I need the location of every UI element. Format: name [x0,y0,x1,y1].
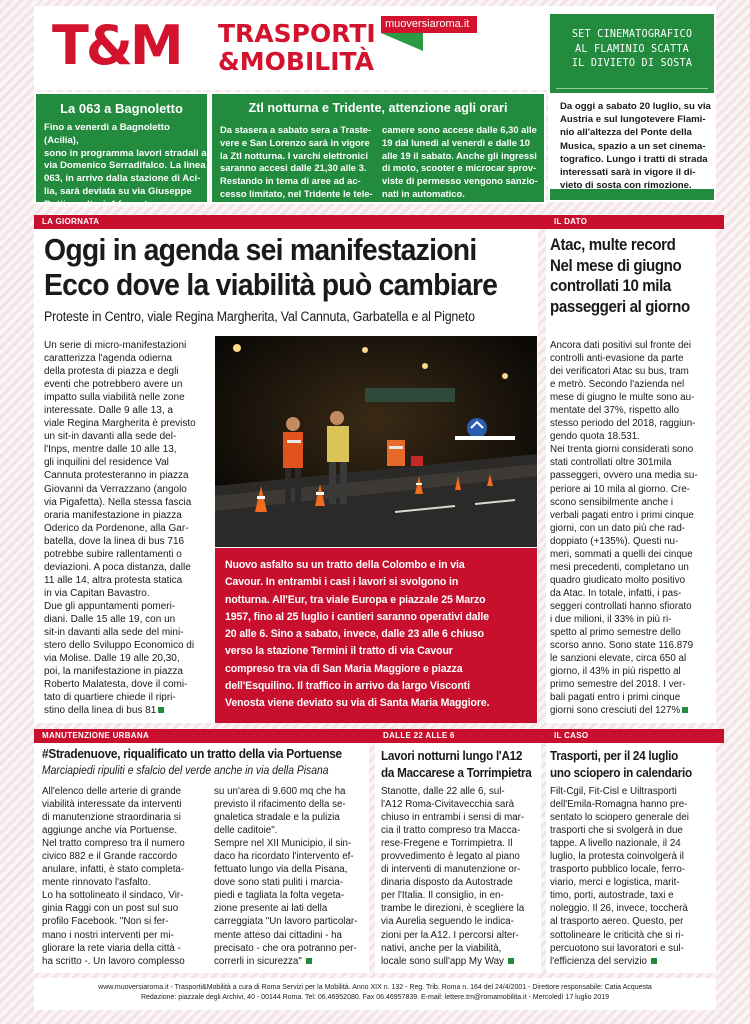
manut-line: delle caditoie". [214,825,278,837]
body-line: batella, dove la linea di bus 716 [44,535,185,547]
dato-line: quadro giudicato molto positivo [550,574,686,586]
notturni-article [375,729,541,973]
manut-line: civico 882 e il Grande raccordo [42,851,178,863]
body-line: in via Capitan Bavastro. [44,587,150,599]
set-cinema-title-1: SET CINEMATOGRAFICO [571,29,693,40]
body-line: della protesta di piazza e degli [44,366,179,378]
set-cinema-title-3: IL DIVIETO DI SOSTA [571,58,693,69]
body-line: Due gli appuntamenti pomeri- [44,600,176,612]
dato-headline: Nel mese di giugno [550,256,682,275]
dato-line: doppiato (+135%). Questi nu- [550,535,679,547]
manut-line: piedi e tagliata la folta vegeta- [214,890,345,902]
dato-line: dei verificatori Atac su bus, tram [550,366,689,378]
main-body [44,339,214,717]
dato-line: scorso anno. Sono state 116.879 [550,640,694,652]
caption-line: Venosta viene deviato su via di Santa Maria Maggiore. [225,697,490,710]
site-link[interactable]: muoversiaroma.it [381,16,477,33]
body-line: tato di quartiere chiede il ripri- [44,692,176,704]
dato-line: controlli anti-evasione da parte [550,353,684,365]
manut-section: MANUTENZIONE URBANA [34,729,377,743]
bagnoletto-box [34,92,209,210]
notturni-line: locale sono sull'app My Way [381,955,504,967]
manut-line: daco ha ricordato l'intervento ef- [214,851,354,863]
caso-line: timo, porti, autostrade, taxi e [550,890,674,902]
caso-line: Filt-Cgil, Fit-Cisl e Uiltrasporti [550,786,677,797]
set-cinema-text: vieto di sosta con rimozione. [560,180,692,192]
bagnoletto-text: via Domenico Serradifalco. La linea [44,160,206,172]
notturni-section: DALLE 22 ALLE 6 [375,729,549,743]
manut-line: ha scritto -. Un lavoro complesso [42,955,185,967]
footer-line2: Redazione: piazzale degli Archivi, 40 - 00144 Roma. Tel: 06.46952080. Fax 06.46957839. E-mail: lettere.tm@romamobilita.it - Mercoledì 17 luglio 2019 [140,994,610,1001]
ztl-text: di moto, scooter e microcar sprov- [382,162,537,174]
notturni-line: trambe le direzioni, è scegliere la [381,903,525,915]
masthead-logo[interactable] [52,14,376,84]
bagnoletto-text: 063, in arrivo dalla stazione di Aci- [44,173,201,185]
logo-line2: &MOBILITÀ [218,47,374,76]
bagnoletto-text: lia, sarà deviata su via Giuseppe [44,185,192,197]
dato-line: seggeri controllati hanno sfiorato [550,600,692,612]
dato-headline: passeggeri al giorno [550,297,690,316]
dato-line: stesso periodo del 2018, raggiun- [550,418,696,430]
notturni-line: dinaria disposto da Autostrade [381,877,513,889]
dato-line: primo semestre del 2018. I ver- [550,679,686,691]
body-line: potrebbe subire rallentamenti o [44,548,182,560]
dato-line: Nei trenta giorni considerati sono [550,444,694,456]
caso-line: percuotono sui lavoratori e sul- [550,942,684,954]
caso-line: trasporto pubblico locale, ferro- [550,864,686,876]
dato-line: giorno, il 43% in più rispetto al [550,666,681,678]
manut-line: gliorare la rete viaria della città - [42,942,181,954]
bagnoletto-text: Fino a venerdì a Bagnoletto (Acilia), [44,122,170,146]
caso-line: viario, merci e logistica, marit- [550,877,680,889]
body-line: un sit-in davanti alla sede del- [44,431,177,443]
ztl-text: nati in automatico. [382,187,465,199]
body-line: 11 alle 14, altra protesta statica [44,574,183,586]
dato-line: passeggeri, ovvero una media su- [550,470,698,482]
dato-headline: Atac, multe record [550,236,676,254]
bagnoletto-title: La 063 a Bagnoletto [60,101,183,116]
body-line: stino della linea di bus 81 [44,705,157,717]
caption-line: 20 alle 6. Sino a sabato, invece, dalle 23 alle 6 chiuso [225,628,484,641]
notturni-line: cia il tratto compreso tra Macca- [381,825,521,837]
body-line: gli inquilini del residence Val [44,457,169,469]
manut-headline: #Stradenuove, riqualificato un tratto della via Portuense [42,746,342,761]
logo-tm: T&M [52,14,181,77]
dato-section: IL DATO [546,215,724,229]
caso-line: dell'Emila-Romagna hanno pre- [550,799,688,811]
set-cinema-text: tografico. Lungo i tratti di strada [560,153,708,165]
body-line: Un serie di micro-manifestazioni [44,340,187,351]
body-line: stero dello Sviluppo Economico di [44,640,195,652]
set-cinema-divider [556,88,708,89]
notturni-line: Stanotte, dalle 22 alle 6, sul- [381,786,505,797]
photo-caption [215,548,537,723]
body-line: sit-in davanti alla sede del mini- [44,627,184,639]
manut-line: previsto il rifacimento della se- [214,799,346,811]
headline-line2: Ecco dove la viabilità può cambiare [44,268,498,302]
body-line: via Pigafetta). Nella stessa fascia [44,496,192,508]
manut-line: correrli in sicurezza" [214,955,302,967]
body-line: interessate. Dalle 9 alle 13, a [44,405,173,417]
caso-headline: uno sciopero in calendario [550,765,692,780]
main-article [34,215,538,723]
caption-line: compreso tra via di San Maria Maggiore e piazza [225,662,463,675]
end-square-icon [508,958,514,964]
manut-line: zione presente ai lati della [214,903,328,915]
body-line: Oderico da Pordenone, alla Gar- [44,522,189,534]
dato-line: verbali pagati entro i primi cinque [550,509,694,521]
caso-article [546,729,716,973]
manutenzione-article [34,729,369,973]
end-square-icon [682,707,688,713]
footer [34,978,716,1010]
ztl-text: vere e San Lorenzo sarà in vigore [220,136,370,148]
notturni-line: zioni per la A12. I percorsi alter- [381,929,519,941]
caption-line: Cavour. In entrambi i casi i lavori si svolgono in [225,576,459,589]
subheadline: Proteste in Centro, viale Regina Margherita, Val Cannuta, Garbatella e al Pigneto [44,309,475,324]
body-line: via Molise. Dalle 19 alle 20,30, [44,653,180,665]
dato-line: mese di giugno le multe sono au- [550,392,695,404]
end-square-icon [306,958,312,964]
ztl-text: Restando in tema di aree ad ac- [220,175,361,187]
ztl-text: alle 19 il sabato. Anche gli ingressi [382,149,537,161]
manut-line: aggiunge anche via Portuense. [42,825,178,837]
body-line: Roberto Malatesta, dove il comi- [44,679,188,691]
notturni-line: di interventi di manutenzione or- [381,864,521,876]
caso-line: sottolineare le criticità che si ri- [550,929,684,941]
body-line: Giovanni da Verrazzano (angolo [44,483,187,495]
ztl-text: viste di permesso vengono sanzio- [382,175,538,187]
bagnoletto-text: sono in programma lavori stradali a [44,147,207,159]
body-line: eventi che potrebbero avere un [44,379,183,391]
manut-line: mente rinnovato l'asfalto. [42,877,151,889]
notturni-headline: da Maccarese a Torrimpietra [381,765,532,780]
dato-line: mesi precedenti, completano un [550,561,689,573]
dato-line: mentate del 37%, rispetto allo [550,405,680,417]
caso-section: IL CASO [546,729,724,743]
dato-line: gendo quota 18.531. [550,431,640,443]
manut-line: dove sono stati puliti i marcia- [214,877,344,889]
ztl-title: Ztl notturna e Tridente, attenzione agli orari [248,101,508,115]
notturni-line: chiuso in entrambi i sensi di mar- [381,812,525,824]
dato-line: Ancora dati positivi sul fronte dei [550,340,692,351]
manut-line: di manutenzione straordinaria si [42,812,181,824]
dato-headline: controllati 10 mila [550,277,671,295]
ztl-text: 19 dal lunedì al venerdì e dalle 10 [382,136,530,148]
notturni-line: via Aurelia seguendo le indica- [381,916,514,928]
dato-line: i due milioni, il 33% in più ri- [550,613,672,625]
manut-line: profilo Facebook. "Non si fer- [42,916,169,928]
ztl-text: la Ztl notturna. I varchi elettronici [220,149,368,161]
manut-line: ginia Raggi con un post sul suo [42,903,179,915]
caption-line: verso la stazione Termini il tratto di via Cavour [225,645,453,658]
logo-line1: TRASPORTI [218,19,376,48]
caso-line: tappe. A livello nazionale, il 24 [550,838,681,850]
caso-line: luglio, la protesta coinvolgerà il [550,851,684,863]
ztl-text: camere sono accese dalle 6,30 alle [382,124,537,135]
caso-line: al trasporto aereo. Questo, per [550,916,684,928]
body-line: diani. Dalle 15 alle 19, con un [44,613,176,625]
bagnoletto-text: Botti e salterà 4 fermate. [44,198,156,210]
dato-line: scono sensibilmente anche i [550,496,674,508]
end-square-icon [651,958,657,964]
body-line: deviazioni. A poca distanza, dalle [44,561,191,573]
body-line: oraria manifestazione in piazza [44,509,182,521]
notturni-line: provvedimento è legato al piano [381,851,520,863]
dato-line: spetto al primo semestre dello [550,627,681,639]
end-square-icon [158,707,164,713]
dato-line: stati controllati oltre 301mila [550,457,672,469]
body-line: l'Inps, mentre dalle 10 alle 13, [44,444,177,456]
set-cinema-title-2: AL FLAMINIO SCATTA [574,43,689,55]
dato-line: bali pagati entro i primi cinque [550,692,681,704]
manut-line: Nel tratto compreso tra il numero [42,838,185,850]
manut-line: viabilità interessate da interventi [42,799,182,811]
manut-line: mente atteso dai cittadini - ha [214,929,342,941]
body-line: Cannuta protesteranno in piazza [44,470,189,482]
manut-line: precisato - che ora potranno per- [214,942,357,954]
dato-line: giorni sono cresciuti del 127% [550,705,681,717]
caso-line: noleggio. Il 26, invece, toccherà [550,903,688,915]
body-line: caratterizza l'agenda odierna [44,353,173,365]
manut-subhead: Marciapiedi ripuliti e sfalcio del verde anche in via della Pisana [42,765,329,777]
set-cinema-text: Da oggi a sabato 20 luglio, su via [560,101,711,112]
manut-line: su un'area di 9.600 mq che ha [214,786,346,797]
caption-line: 1957, fino al 25 luglio i cantieri saranno operativi dalle [225,610,489,623]
footer-line1: www.muoversiaroma.it - Trasporti&Mobilità a cura di Roma Servizi per la Mobilità. Anno XIX n. 132 - Reg. Trib. Roma n. 164 del 24/4/2001 - Direttore responsabile: Catia Acquesta [98,984,652,991]
caption-line: dell'Esquilino. Il traffico in arrivo da largo Visconti [225,680,470,693]
set-cinema-text: interessati sarà in vigore il di- [560,167,696,179]
caso-line: l'efficienza del servizio [550,955,647,967]
dato-line: le sanzioni elevate, circa 650 al [550,653,687,665]
body-line: impatto sulla viabilità nelle zone [44,392,185,404]
dato-line: e metrò. Secondo l'azienda nel [550,379,685,391]
set-cinema-text: Musica, spazio a un set cinema- [560,140,706,152]
notturni-line: l'A12 Roma-Civitavecchia sarà [381,799,515,811]
body-line: viale Regina Margherita è previsto [44,418,196,430]
ztl-text: saranno accesi dalle 21,30 alle 3. [220,162,367,174]
ztl-box [210,92,546,204]
notturni-headline: Lavori notturni lungo l'A12 [381,748,523,763]
caso-line: sentato lo sciopero generale dei [550,812,689,824]
manut-line: carreggiata "Un lavoro particolar- [214,916,358,928]
manut-line: gnaletica stradale e la pulizia [214,812,340,824]
caso-line: trasporti che si svolgerà in due [550,825,683,837]
headline-line1: Oggi in agenda sei manifestazioni [44,233,477,267]
set-cinema-text: nio all'altezza del Ponte della [560,127,692,139]
ztl-text: cesso limitato, nel Tridente le tele- [220,187,373,199]
caso-headline: Trasporti, per il 24 luglio [550,748,678,763]
dato-article [546,215,716,723]
set-cinema-box [548,12,716,202]
set-cinema-text: Austria e sul lungotevere Flami- [560,114,706,126]
ztl-text: Da stasera a sabato sera a Traste- [220,124,372,135]
notturni-line: nativi, anche per la viabilità, [381,942,502,954]
roadwork-photo [215,336,537,547]
notturni-line: per l'Italia. Il consiglio, in en- [381,890,504,902]
caption-line: Nuovo asfalto su un tratto della Colombo e in via [225,559,465,571]
dato-line: meri, sommati a quelli dei cinque [550,548,693,560]
manut-line: All'elenco delle arterie di grande [42,786,182,797]
body-line: poi, la manifestazione in piazza [44,666,183,678]
notturni-line: rese-Fregene e Torrimpietra. Il [381,838,513,850]
manut-line: Sempre nel XII Municipio, il sin- [214,838,352,850]
dato-line: giorni, con un dato più che rad- [550,522,686,534]
manut-line: anulare, infatti, è stato completa- [42,864,185,876]
section-label: LA GIORNATA [34,215,546,229]
manut-line: Lo ha sottolineato il sindaco, Vir- [42,890,184,902]
manut-line: mano i nostri interventi per mi- [42,929,174,941]
dato-line: da Atac. In totale, infatti, i pas- [550,587,682,599]
manut-line: fettuato lungo via della Pisana, [214,864,348,876]
caption-line: notturna. All'Eur, tra viale Europa e piazzale 25 Marzo [225,593,486,606]
dato-line: periore ai 10 mila al giorno. Cre- [550,483,690,495]
